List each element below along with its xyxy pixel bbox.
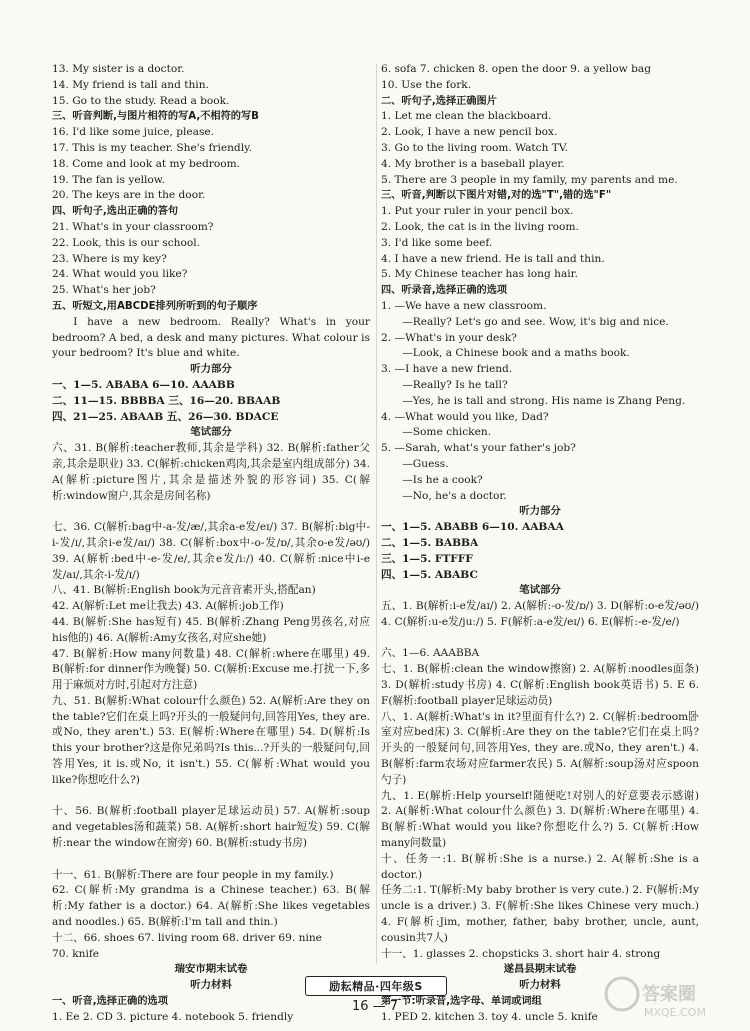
answer-line: I have a new bedroom. Really? What's in your bedroom? A bed, a desk and many pictures. What colour is your bedroom? It's blue and white. [52,315,370,360]
answer-line: —Look, a Chinese book and a maths book. [402,347,630,360]
answer-line: 4. My brother is a baseball player. [381,157,565,170]
page-footer [0,966,750,1026]
answer-line: —Yes, he is tall and strong. His name is Zhang Peng. [402,394,686,407]
answer-line: 九、1. E(解析:Help yourself!随便吃!对别人的好意要表示感谢) 2. A(解析:What colour什么颜色) 3. D(解析:Where在哪里) 4. B(解析:What would you like?你想吃什么?) 5. C(解析:How many问数量) [381,789,699,850]
answer-line: 10. Use the fork. [381,78,472,91]
answer-line: 五、1. B(解析:i-e发/aɪ/) 2. A(解析:-o-发/ɒ/) 3. D(解析:o-e发/əʊ/) 4. C(解析:u-e发/juː/) 5. F(解析:a-e发/eɪ/) 6. E(解析:-e-发/e/) [381,600,699,628]
answer-line: 16. I'd like some juice, please. [52,126,215,139]
column-divider [376,64,377,964]
section-heading: 四、听句子,选出正确的答句 [52,206,179,218]
answer-line: 1. Put your ruler in your pencil box. [381,205,574,218]
answer-line: 6. sofa 7. chicken 8. open the door 9. a yellow bag [381,63,651,75]
answer-line: 20. The keys are in the door. [52,189,206,202]
answer-line: 70. knife [52,947,100,960]
answer-line: 2. —What's in your desk? [381,331,517,344]
answer-line: —Some chicken. [402,426,492,439]
answer-line: 17. This is my teacher. She's friendly. [52,141,253,154]
section-heading: 笔试部分 [190,426,232,439]
section-heading: 二、听句子,选择正确图片 [381,95,497,107]
answer-line: 四、1—5. ABABC [381,568,478,581]
answer-line: 44. B(解析:She has短有) 45. B(解析:Zhang Peng男孩名,对应his他的) 46. A(解析:Amy女孩名,对应she她) [52,615,370,644]
answer-line: —Guess. [402,457,449,470]
answer-line: 3. —I have a new friend. [381,363,513,376]
svg-text:答案圈: 答案圈 [642,984,696,1005]
brand-label: 励耘精品·四年级S [305,976,447,996]
answer-line: 4. —What would you like, Dad? [381,410,549,423]
answer-line: 24. What would you like? [52,268,188,281]
answer-line: 十、任务一:1. B(解析:She is a nurse.) 2. A(解析:She is a doctor.) [381,852,699,881]
answer-line: 3. Go to the living room. Watch TV. [381,141,569,154]
answer-line: 一、1—5. ABABA 6—10. AAABB [52,378,235,391]
answer-line: 5. There are 3 people in my family, my parents and me. [381,173,678,186]
answer-line: 13. My sister is a doctor. [52,63,185,75]
answer-line: 八、41. B(解析:English book为元音音素开头,搭配an) [52,584,316,597]
answer-line: 42. A(解析:Let me让我去) 43. A(解析:job工作) [52,600,284,613]
section-heading: 笔试部分 [519,584,561,597]
answer-line: 15. Go to the study. Read a book. [52,94,230,107]
section-heading: 遂昌县期末试卷 [503,963,577,976]
section-heading: 三、听音判断,与图片相符的写A,不相符的写B [52,111,259,123]
answer-line: 七、1. B(解析:clean the window擦窗) 2. A(解析:noodles面条) 3. D(解析:study书房) 4. C(解析:English book英语书) 5. E 6. F(解析:football player足球运动员) [381,663,699,707]
section-heading: 五、听短文,用ABCDE排列所听到的句子顺序 [52,300,258,312]
answer-line: 4. I have a new friend. He is tall and thin. [381,252,605,265]
answer-line: 23. Where is my key? [52,252,167,265]
answer-line: 四、21—25. ABAAB 五、26—30. BDACE [52,410,279,423]
svg-text:MXQE.COM: MXQE.COM [644,1006,706,1019]
answer-line: 1. Ee 2. CD 3. picture 4. notebook 5. friendly [52,1010,294,1023]
answer-line: 十、56. B(解析:football player足球运动员) 57. A(解析:soup and vegetables汤和蔬菜) 58. A(解析:short hair短发) 59. C(解析:near the window在窗旁) 60. B(解析:study书房) [52,805,370,850]
answer-line: 九、51. B(解析:What colour什么颜色) 52. A(解析:Are they on the table?它们在桌上吗?开头的一般疑问句,回答用Yes, they are.或No, they aren't.) 53. E(解析:Where在哪里) 54. D(解析:Is this your brother?这是你兄弟吗?Is this...?开头的一般疑问句,回答用Yes, it is.或No, it isn't.) 55. C(解析:What would you like?你想吃什么?) [52,694,370,786]
section-heading: 第一节:听录音,选字母、单词或词组 [381,996,542,1008]
answer-line: 25. What's her job? [52,284,156,297]
answer-line: —Is he a cook? [402,473,483,486]
answer-line: 任务二:1. T(解析:My baby brother is very cute.) 2. F(解析:My uncle is a driver.) 3. F(解析:She likes Chinese very much.) 4. F(解析:Jim, mother, father, baby brother, uncle, aunt, cousin共7人) [381,884,699,944]
answer-line: 十二、66. shoes 67. living room 68. driver 69. nine [52,931,322,944]
answer-line: 5. —Sarah, what's your father's job? [381,442,576,455]
answer-line: 二、1—5. BABBA [381,536,479,549]
answer-line: 十一、61. B(解析:There are four people in my family.) [52,868,334,881]
answer-line: 2. Look, the cat is in the living room. [381,220,579,233]
answer-line: 5. My Chinese teacher has long hair. [381,268,578,281]
right-column [381,62,699,1026]
answer-line: 十一、1. glasses 2. chopsticks 3. short hair 4. strong [381,947,661,960]
answer-line: 2. Look, I have a new pencil box. [381,126,558,139]
answer-line: 3. I'd like some beef. [381,236,493,249]
page-number: 16 — 7 [351,999,399,1014]
section-heading: 四、听录音,选择正确的选项 [381,285,508,297]
answer-line: 六、31. B(解析:teacher教师,其余是学科) 32. B(解析:father父亲,其余是职业) 33. C(解析:chicken鸡肉,其余是室内组成部分) 34. A(解析:picture图片,其余是描述外貌的形容词) 35. C(解析:window窗户,其余是房间名称) [52,442,370,502]
section-heading: 三、听音,判断以下图片对错,对的选"T",错的选"F" [381,190,612,202]
answer-line: —No, he's a doctor. [402,489,507,502]
answer-line: 1. PED 2. kitchen 3. toy 4. uncle 5. knife [381,1010,598,1023]
answer-line: —Really? Is he tall? [402,378,508,391]
section-heading: 听力材料 [190,979,232,992]
answer-line: 62. C(解析:My grandma is a Chinese teacher.) 63. B(解析:My father is a doctor.) 64. A(解析:She likes vegetables and noodles.) 65. B(解析:I'm tall and thin.) [52,884,370,929]
answer-line: 二、11—15. BBBBA 三、16—20. BBAAB [52,394,281,407]
answer-line: 1. —We have a new classroom. [381,299,547,312]
answer-line: 47. B(解析:How many问数量) 48. C(解析:where在哪里) 49. B(解析:for dinner作为晚餐) 50. C(解析:Excuse me.打扰一下,多用于麻烦对方时,引起对方注意) [52,647,370,692]
section-heading: 一、听音,选择正确的选项 [52,996,168,1008]
answer-line: 一、1—5. ABABB 6—10. AABAA [381,521,564,534]
section-heading: 听力材料 [519,979,561,992]
answer-line: 14. My friend is tall and thin. [52,78,209,91]
left-column [52,62,370,1026]
section-heading: 听力部分 [190,363,232,376]
answer-line: 19. The fan is yellow. [52,173,165,186]
answer-line: 三、1—5. FTFFF [381,552,473,565]
answer-line: 六、1—6. AAABBA [381,647,480,660]
answer-line: 七、36. C(解析:bag中-a-发/æ/,其余a-e发/eɪ/) 37. B(解析:big中-i-发/ɪ/,其余i-e发/aɪ/) 38. C(解析:box中-o-发/ɒ/,其余o-e发/əʊ/) 39. A(解析:bed中-e-发/e/,其余e发/iː/) 40. C(解析:nice中i-e发/aɪ/,其余-i-发/ɪ/) [52,521,370,581]
section-heading: 瑞安市期末试卷 [174,963,248,976]
answer-line: 八、1. A(解析:What's in it?里面有什么?) 2. C(解析:bedroom卧室对应bed床) 3. C(解析:Are they on the table?它们在桌上吗?开头的一般疑问句,回答用Yes, they are.或No, they aren't.) 4. B(解析:farm农场对应farmer农民) 5. A(解析:soup汤对应spoon勺子) [381,710,699,786]
answer-line: 1. Let me clean the blackboard. [381,110,552,123]
answer-line: 21. What's in your classroom? [52,220,214,233]
answer-line: 22. Look, this is our school. [52,236,200,249]
watermark-logo [600,972,730,1022]
answer-line: —Really? Let's go and see. Wow, it's big and nice. [402,315,669,328]
section-heading: 听力部分 [519,505,561,518]
answer-line: 18. Come and look at my bedroom. [52,157,241,170]
